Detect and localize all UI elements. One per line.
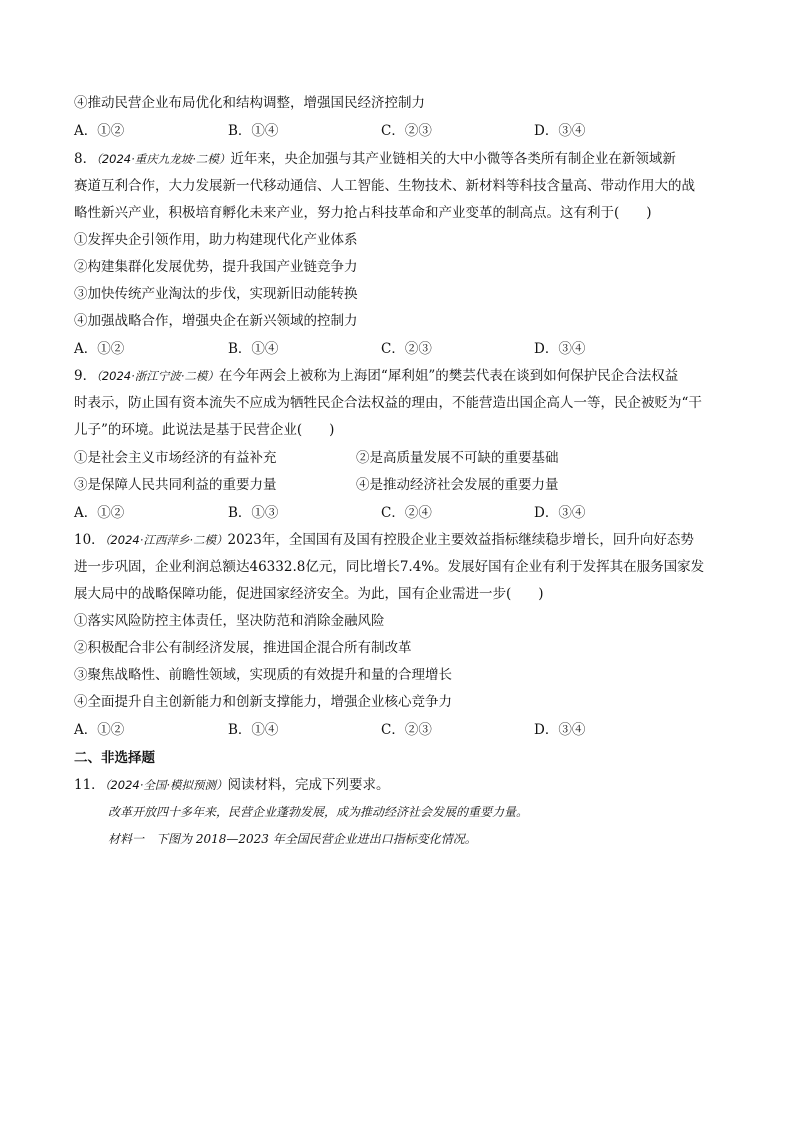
q9-source: （2024·浙江宁波·二模）	[96, 369, 219, 383]
q8-number: 8．	[74, 151, 97, 167]
q9-item-1: ①是社会主义市场经济的有益补充	[74, 450, 277, 466]
q8-item-3: ③加快传统产业淘汰的步伐，实现新旧动能转换	[74, 286, 358, 302]
q11-source: （2024·全国·模拟预测）	[104, 778, 228, 792]
q8-stem-1: 近年来，央企加强与其产业链相关的大中小微等各类所有制企业在新领域新	[230, 151, 676, 167]
option-d: D．③④	[534, 341, 586, 357]
q10-stem-line-1	[74, 530, 694, 550]
option-c: C．②③	[381, 341, 432, 357]
option-b: B．①④	[228, 722, 279, 738]
q10-stem-line-2: 进一步巩固，企业利润总额达46332.8亿元，同比增长7.4%。发展好国有企业有利于发挥其在服务国家发	[74, 559, 705, 575]
q8-source: （2024·重庆九龙坡·二模）	[96, 152, 231, 166]
option-c: C．②④	[381, 505, 432, 521]
option-c: C．②③	[381, 123, 432, 139]
q9-stem-1: 在今年两会上被称为上海团“犀利姐”的樊芸代表在谈到如何保护民企合法权益	[218, 368, 679, 384]
q8-item-2: ②构建集群化发展优势，提升我国产业链竞争力	[74, 259, 358, 275]
option-b: B．①④	[228, 341, 279, 357]
option-d: D．③④	[534, 722, 586, 738]
q11-number: 11．	[74, 777, 105, 793]
q10-item-3: ③聚焦战略性、前瞻性领域，实现质的有效提升和量的合理增长	[74, 667, 452, 683]
q10-item-2: ②积极配合非公有制经济发展，推进国企混合所有制改革	[74, 640, 412, 656]
q10-number: 10．	[74, 532, 105, 548]
q8-item-4: ④加强战略合作，增强央企在新兴领域的控制力	[74, 313, 358, 329]
q11-stem-line-1	[74, 775, 390, 795]
q10-stem-line-3: 展大局中的战略保障功能，促进国家经济安全。为此，国有企业需进一步( )	[74, 586, 544, 602]
option-a: A．①②	[74, 341, 125, 357]
q8-stem-line-1	[74, 149, 676, 169]
q8-item-1: ①发挥央企引领作用，助力构建现代化产业体系	[74, 232, 358, 248]
option-c: C．②③	[381, 722, 432, 738]
option-d: D．③④	[534, 505, 586, 521]
q10-source: （2024·江西萍乡·二模）	[104, 533, 228, 547]
q10-stem-1: 2023年，全国国有及国有控股企业主要效益指标继续稳步增长，回升向好态势	[227, 532, 694, 548]
q9-stem-line-3: 儿子”的环境。此说法是基于民营企业( )	[74, 422, 335, 438]
q8-stem-line-3: 略性新兴产业，积极培育孵化未来产业，努力抢占科技革命和产业变革的制高点。这有利于( )	[74, 205, 652, 221]
option-b: B．①③	[228, 505, 279, 521]
q10-item-4: ④全面提升自主创新能力和创新支撑能力，增强企业核心竞争力	[74, 694, 452, 710]
q9-stem-line-2: 时表示，防止国有资本流失不应成为牺牲民企合法权益的理由，不能营造出国企高人一等，民企被贬为“干	[74, 395, 702, 411]
option-a: A．①②	[74, 722, 125, 738]
q9-stem-line-1	[74, 366, 678, 386]
q9-number: 9．	[74, 368, 97, 384]
q11-material-intro: 改革开放四十多年来，民营企业蓬勃发展，成为推动经济社会发展的重要力量。	[108, 805, 529, 819]
option-b: B．①④	[228, 123, 279, 139]
q9-item-2: ②是高质量发展不可缺的重要基础	[356, 450, 559, 466]
q9-item-4: ④是推动经济社会发展的重要力量	[356, 477, 559, 493]
q8-stem-line-2: 赛道互利合作，大力发展新一代移动通信、人工智能、生物技术、新材料等科技含量高、带动作用大的战	[74, 178, 695, 194]
section-heading: 二、非选择题	[74, 750, 155, 766]
option-a: A．①②	[74, 123, 125, 139]
q11-stem: 阅读材料，完成下列要求。	[227, 777, 390, 793]
option-a: A．①②	[74, 505, 125, 521]
q9-item-3: ③是保障人民共同利益的重要力量	[74, 477, 277, 493]
q7-item-4: ④推动民营企业布局优化和结构调整，增强国民经济控制力	[74, 95, 425, 111]
q11-material-1: 材料一 下图为 2018—2023 年全国民营企业进出口指标变化情况。	[108, 832, 477, 846]
option-d: D．③④	[534, 123, 586, 139]
q10-item-1: ①落实风险防控主体责任，坚决防范和消除金融风险	[74, 613, 385, 629]
